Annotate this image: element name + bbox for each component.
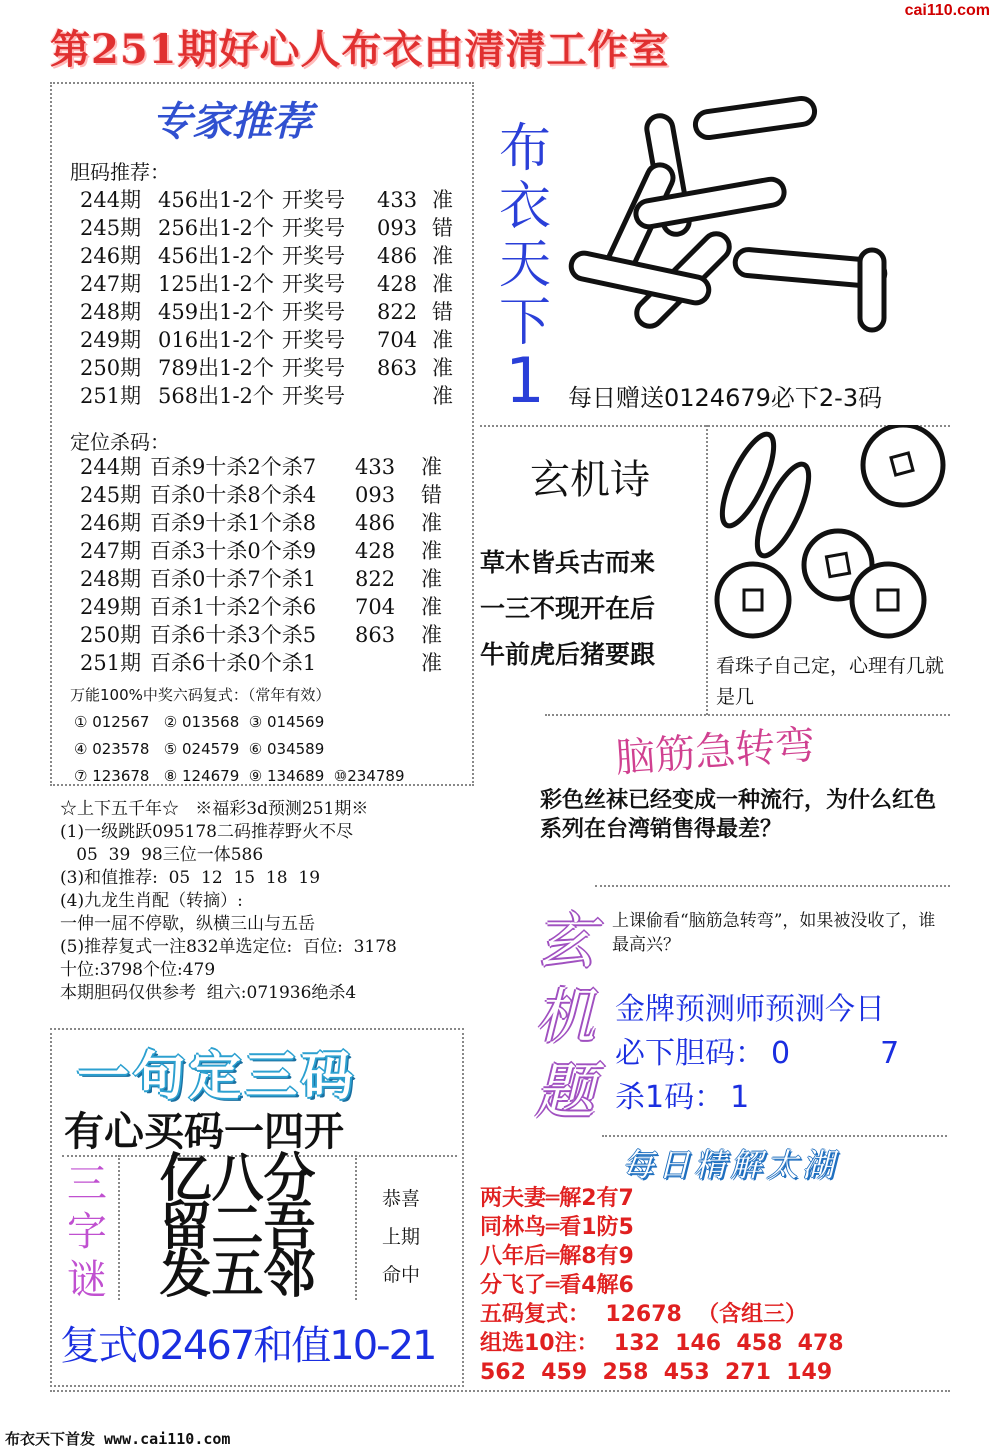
xuanji-ti-question: 上课偷看“脑筋急转弯”，如果被没收了，谁最高兴？	[612, 911, 936, 955]
budai-char-4: 下	[498, 293, 551, 353]
history-line-3: 05 39 98三位一体586	[60, 845, 264, 865]
history-line-5: (4)九龙生肖配（转摘）:	[60, 891, 243, 911]
kill-cell: 百杀0十杀7个杀1	[150, 567, 317, 591]
brain-heading: 脑筋急转弯	[613, 722, 817, 782]
kill-cell: 433	[355, 455, 396, 479]
kill-cell: 093	[355, 483, 396, 507]
dan-cell: 125出1-2个	[158, 272, 274, 296]
site-watermark: cai110.com	[904, 2, 990, 19]
kill-cell: 百杀9十杀2个杀7	[150, 455, 317, 479]
divider	[595, 885, 950, 887]
kill-cell: 247期	[80, 539, 142, 563]
kill-cell: 428	[355, 539, 396, 563]
dan-cell: 错	[432, 216, 453, 240]
kill-cell: 准	[421, 567, 442, 591]
history-line-4: (3)和值推荐: 05 12 15 18 19	[60, 868, 321, 888]
dan-cell: 247期	[80, 272, 142, 296]
expert-heading: 专家推荐	[152, 99, 312, 145]
congrats	[382, 1180, 420, 1294]
congrats-line-3: 命中	[382, 1264, 421, 1286]
kill-cell: 863	[355, 623, 396, 647]
dan-label: 胆码推荐：	[70, 160, 170, 184]
dan-cell: 开奖号	[282, 356, 345, 380]
gold-dan-b: 7	[880, 1036, 900, 1071]
fushi-text: 复式02467和值10-21	[60, 1323, 436, 1369]
history-panel	[60, 798, 500, 1005]
kill-cell: 822	[355, 567, 396, 591]
dan-cell: 248期	[80, 300, 142, 324]
wanneng-line-2: ④ 023578 ⑤ 024579 ⑥ 034589	[74, 740, 325, 758]
poem-line-2: 一三不现开在后	[480, 594, 656, 623]
kill-row	[80, 537, 451, 565]
page-title: 第251期好心人布衣由清清工作室	[50, 26, 670, 73]
kill-cell: 准	[421, 455, 442, 479]
kill-row	[80, 593, 451, 621]
dan-cell: 246期	[80, 244, 142, 268]
footer-text: 布衣天下首发 www.cai110.com	[5, 1430, 231, 1448]
dan-cell: 244期	[80, 188, 142, 212]
taihu-line-5: 五码复式： 12678 （含组三）	[480, 1302, 808, 1327]
kill-cell: 准	[421, 511, 442, 535]
kill-cell: 准	[421, 539, 442, 563]
kill-cell: 准	[421, 651, 442, 675]
dan-cell: 准	[432, 328, 453, 352]
kill-cell: 百杀3十杀0个杀9	[150, 539, 317, 563]
budai-vertical-title	[490, 119, 560, 417]
dan-cell: 433	[377, 188, 418, 212]
gold-kill-label: 杀1码：	[615, 1080, 725, 1115]
kill-cell: 245期	[80, 483, 142, 507]
kill-row	[80, 481, 451, 509]
gold-dan-line	[615, 1032, 899, 1076]
dan-cell: 486	[377, 244, 418, 268]
kill-cell: 错	[421, 483, 442, 507]
kill-cell	[355, 649, 421, 677]
kill-cell: 百杀6十杀3个杀5	[150, 623, 317, 647]
pearl-caption: 看珠子自己定，心理有几就是几	[716, 655, 945, 708]
brain-question: 彩色丝袜已经变成一种流行，为什么红色系列在台湾销售得最差？	[540, 788, 937, 842]
budai-char-1: 布	[498, 119, 551, 179]
kill-cell: 244期	[80, 455, 142, 479]
kill-cell: 百杀6十杀0个杀1	[150, 651, 317, 675]
riddle-line-2: 留二吾	[159, 1196, 316, 1257]
expert-panel	[50, 82, 474, 786]
dan-cell	[377, 382, 432, 410]
kill-row	[80, 453, 451, 481]
gold-prediction	[615, 988, 899, 1120]
one-phrase-heading: 一句定三码	[77, 1046, 358, 1107]
kill-row	[80, 649, 451, 677]
dan-cell: 456出1-2个	[158, 188, 274, 212]
one-phrase-text: 有心买码一四开	[64, 1109, 344, 1155]
riddle-label-char-1: 三	[67, 1161, 107, 1207]
dan-cell: 准	[432, 272, 453, 296]
dan-cell: 863	[377, 356, 418, 380]
divider	[602, 1135, 947, 1137]
kill-table	[80, 453, 451, 677]
dan-row	[80, 326, 462, 354]
kill-cell: 250期	[80, 623, 142, 647]
xuanji-ti-char-3: 题	[535, 1057, 595, 1127]
xuanji-ti-char-1: 玄	[535, 907, 595, 977]
taihu-line-1: 两夫妻═解2有7	[480, 1186, 634, 1211]
dan-cell: 249期	[80, 328, 142, 352]
dan-cell: 准	[432, 384, 453, 408]
dan-row	[80, 270, 462, 298]
dan-cell: 开奖号	[282, 300, 345, 324]
riddle-label-char-2: 字	[67, 1209, 107, 1255]
divider	[50, 1390, 950, 1392]
congrats-line-2: 上期	[382, 1226, 421, 1248]
dan-cell: 704	[377, 328, 418, 352]
budai-char-2: 衣	[498, 177, 551, 237]
xuanji-ti-vertical	[530, 905, 600, 1130]
xuanji-ti-char-2: 机	[535, 982, 595, 1052]
dan-cell: 256出1-2个	[158, 216, 274, 240]
kill-cell: 百杀0十杀8个杀4	[150, 483, 317, 507]
gold-kill-line	[615, 1076, 899, 1120]
kill-cell: 704	[355, 595, 396, 619]
dan-cell: 开奖号	[282, 384, 345, 408]
history-line-1: ☆上下五千年☆ ※福彩3d预测251期※	[60, 799, 369, 819]
dan-cell: 245期	[80, 216, 142, 240]
dan-row	[80, 214, 462, 242]
history-line-9: 本期胆码仅供参考 组六:071936绝杀4	[60, 983, 357, 1003]
poem-line-1: 草木皆兵古而来	[480, 548, 656, 577]
dan-cell: 准	[432, 356, 453, 380]
dan-cell: 568出1-2个	[158, 384, 274, 408]
big-digit-hidden: 9	[580, 160, 581, 161]
dan-cell: 开奖号	[282, 328, 345, 352]
dan-row	[80, 298, 462, 326]
taihu-line-4: 分飞了═看4解6	[480, 1273, 634, 1298]
riddle-line-1: 亿八分	[159, 1148, 316, 1209]
budai-char-5: 1	[505, 344, 545, 417]
dan-row	[80, 242, 462, 270]
dan-cell: 错	[432, 300, 453, 324]
dan-cell: 开奖号	[282, 272, 345, 296]
taihu-line-3: 八年后═解8有9	[480, 1244, 634, 1269]
wanneng-label: 万能100%中奖六码复式：（常年有效）	[70, 686, 331, 704]
dan-cell: 428	[377, 272, 418, 296]
kill-label: 定位杀码：	[70, 430, 170, 454]
history-line-8: 十位:3798个位:479	[60, 960, 216, 980]
poem-heading: 玄机诗	[530, 457, 650, 503]
poem-line-3: 牛前虎后猪要跟	[480, 640, 656, 669]
dan-cell: 开奖号	[282, 188, 345, 212]
gold-line: 金牌预测师预测今日	[615, 992, 885, 1027]
kill-cell: 准	[421, 623, 442, 647]
kill-cell: 486	[355, 511, 396, 535]
coin	[852, 564, 924, 636]
dan-row	[80, 354, 462, 382]
taihu-line-7: 562 459 258 453 271 149	[480, 1360, 833, 1385]
congrats-line-1: 恭喜	[382, 1188, 421, 1210]
big-digit-9-graphic	[560, 80, 920, 380]
gold-dan-label: 必下胆码：	[615, 1036, 765, 1071]
dan-row	[80, 186, 462, 214]
history-line-7: (5)推荐复式一注832单选定位: 百位: 3178	[60, 937, 397, 957]
kill-row	[80, 565, 451, 593]
dan-cell: 251期	[80, 384, 142, 408]
riddle-line-3: 发五邻	[159, 1244, 316, 1305]
dan-cell: 准	[432, 188, 453, 212]
kill-cell: 百杀9十杀1个杀8	[150, 511, 317, 535]
taihu-heading: 每日精解太湖	[622, 1146, 839, 1184]
history-line-2: (1)一级跳跃095178二码推荐野火不尽	[60, 822, 353, 842]
riddle-label-char-3: 谜	[67, 1257, 107, 1303]
taihu-line-2: 同林鸟═看1防5	[480, 1215, 634, 1240]
divider	[545, 714, 950, 716]
digit-segment	[694, 97, 816, 139]
dan-cell: 准	[432, 244, 453, 268]
budai-char-3: 天	[498, 235, 551, 295]
gold-dan-a: 0	[771, 1036, 791, 1071]
gold-kill-value: 1	[730, 1080, 750, 1115]
dan-cell: 789出1-2个	[158, 356, 274, 380]
riddle-label	[62, 1160, 112, 1304]
kill-cell: 准	[421, 595, 442, 619]
dan-cell: 459出1-2个	[158, 300, 274, 324]
kill-cell: 248期	[80, 567, 142, 591]
dan-cell: 016出1-2个	[158, 328, 274, 352]
dan-row	[80, 382, 462, 410]
riddle-box	[118, 1148, 357, 1305]
dan-table	[80, 186, 462, 410]
pearls-panel	[706, 425, 954, 715]
dan-cell: 开奖号	[282, 216, 345, 240]
history-line-6: 一伸一屈不停歇，纵横三山与五岳	[60, 914, 315, 934]
dan-cell: 456出1-2个	[158, 244, 274, 268]
taihu-lines	[480, 1184, 844, 1387]
kill-row	[80, 509, 451, 537]
wanneng-line-3: ⑦ 123678 ⑧ 124679 ⑨ 134689 ⑩234789	[74, 767, 405, 785]
digit-segment	[860, 250, 884, 330]
kill-cell: 249期	[80, 595, 142, 619]
poem-lines	[480, 540, 655, 678]
dan-cell: 093	[377, 216, 418, 240]
coin	[863, 425, 943, 505]
coin	[717, 564, 789, 636]
one-phrase-panel	[50, 1028, 464, 1387]
dan-cell: 250期	[80, 356, 142, 380]
kill-cell: 246期	[80, 511, 142, 535]
dan-cell: 822	[377, 300, 418, 324]
kill-cell: 百杀1十杀2个杀6	[150, 595, 317, 619]
gift-text: 每日赠送0124679必下2-3码	[568, 384, 883, 412]
coins-graphic	[708, 425, 954, 645]
wanneng-line-1: ① 012567 ② 013568 ③ 014569	[74, 713, 325, 731]
kill-row	[80, 621, 451, 649]
taihu-line-6: 组选10注： 132 146 458 478	[480, 1331, 844, 1356]
kill-cell: 251期	[80, 651, 142, 675]
dan-cell: 开奖号	[282, 244, 345, 268]
